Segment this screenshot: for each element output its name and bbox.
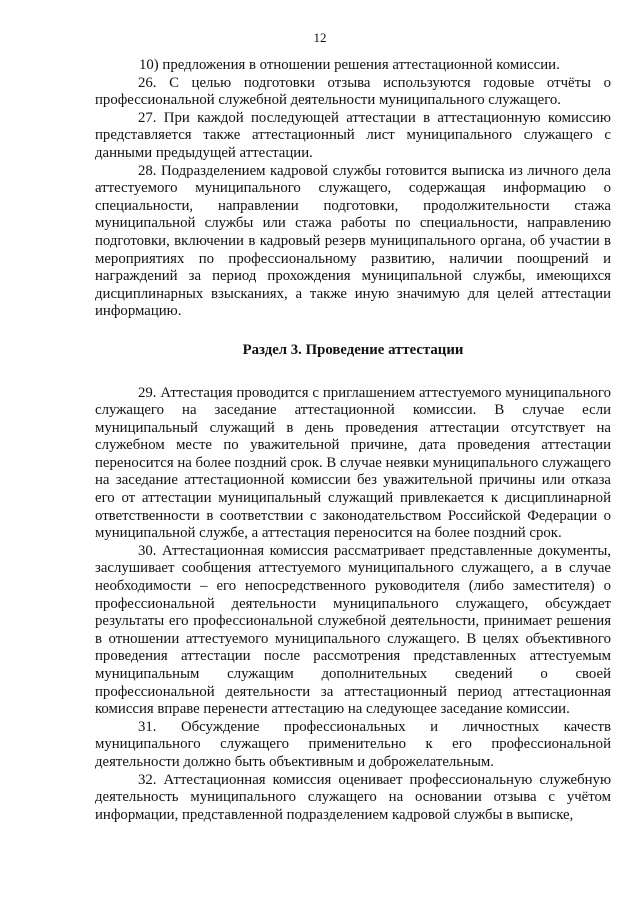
- paragraph-29: 29. Аттестация проводится с приглашением аттестуемого муниципального служащего на заседание аттестационной комиссии. В случае если муниципальный служащий в день проведения аттестации отсутствует на служебном месте по уважительной причине, дата проведения аттестации переносится на более поздний срок. В случае неявки муниципального служащего на заседание аттестационной комиссии без уважительной причины или отказа его от аттестации муниципальный служащий привлекается к дисциплинарной ответственности в соответствии с законодательством Российской Федерации о муниципальной службе, а аттестация переносится на более поздний срок.: [95, 384, 611, 542]
- paragraph-32: 32. Аттестационная комиссия оценивает профессиональную служебную деятельность муниципального служащего на основании отзыва с учётом информации, представленной подразделением кадровой службы в выписке,: [95, 771, 611, 823]
- paragraph-26: 26. С целью подготовки отзыва используются годовые отчёты о профессиональной служебной деятельности муниципального служащего.: [95, 74, 611, 109]
- document-body: [95, 57, 611, 824]
- page-number: 12: [313, 30, 327, 45]
- paragraph-27: 27. При каждой последующей аттестации в аттестационную комиссию представляется также аттестационный лист муниципального служащего с данными предыдущей аттестации.: [95, 109, 611, 161]
- paragraph-30: 30. Аттестационная комиссия рассматривает представленные документы, заслушивает сообщения аттестуемого муниципального служащего, а в случае необходимости – его непосредственного руководителя (либо заместителя) о профессиональной деятельности муниципального служащего, обсуждает результаты его профессиональной служебной деятельности, принимает решения в отношении аттестуемого муниципального служащего. В целях объективного проведения аттестации после рассмотрения представленных аттестуемым муниципальным служащим дополнительных сведений о своей профессиональной деятельности за аттестационный период аттестационная комиссия вправе перенести аттестацию на следующее заседание комиссии.: [95, 542, 611, 718]
- section-heading: Раздел 3. Проведение аттестации: [242, 341, 464, 358]
- paragraph-31: 31. Обсуждение профессиональных и личностных качеств муниципального служащего применительно к его профессиональной деятельности должно быть объективным и доброжелательным.: [95, 718, 611, 770]
- paragraph-item-10: 10) предложения в отношении решения аттестационной комиссии.: [139, 57, 560, 73]
- paragraph-28: 28. Подразделением кадровой службы готовится выписка из личного дела аттестуемого муниципального служащего, содержащая информацию о специальности, направлении подготовки, продолжительности стажа муниципальной службы или стажа работы по специальности, направлению подготовки, включении в кадровый резерв муниципального органа, об участии в мероприятиях по профессиональному развитию, наличии поощрений и награждений за период прохождения муниципальной службы, имеющихся дисциплинарных взысканиях, а также иную значимую для целей аттестации информацию.: [95, 162, 611, 320]
